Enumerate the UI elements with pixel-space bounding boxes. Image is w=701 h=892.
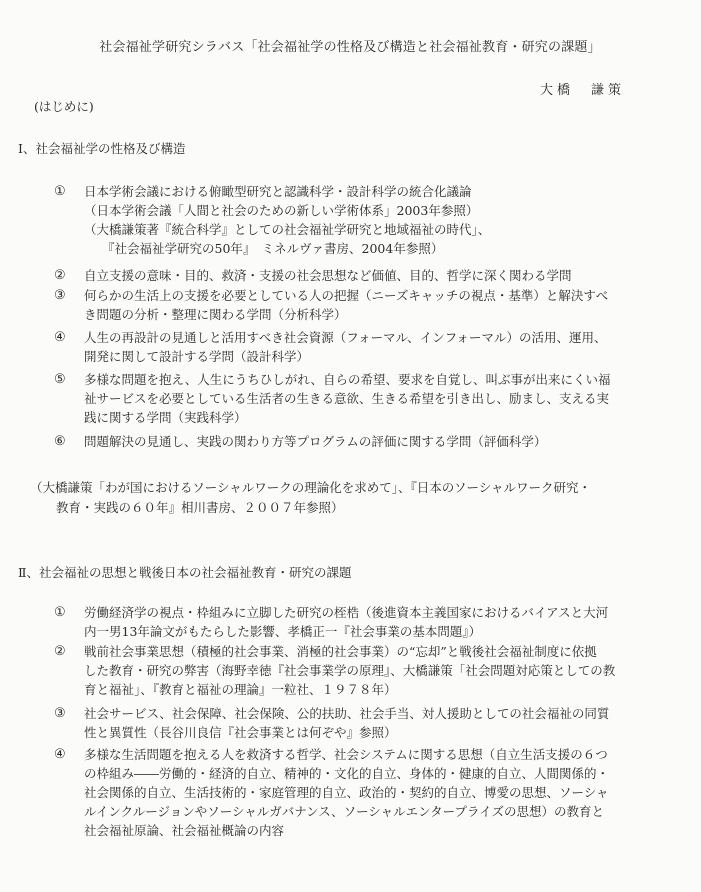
item-line: 開発に関して設計する学問（設計科学） — [84, 349, 310, 364]
item-line: 戦前社会事業思想（積極的社会事業、消極的社会事業）の“忘却”と戦後社会福祉制度に依拠 — [84, 644, 597, 659]
item-text — [84, 370, 670, 427]
item-text — [84, 642, 670, 699]
item-line: 社会関係的自立、生活技術的・家庭管理的自立、政治的・契約的自立、博愛の思想、ソーシャ — [84, 785, 609, 800]
item-line: き問題の分析・整理に関わる学問（分析科学） — [84, 307, 347, 322]
item-line: した教育・研究の弊害（海野幸徳『社会事業学の原理』、大橋謙策「社会問題対応策としての教 — [84, 663, 616, 678]
item-line: 何らかの生活上の支援を必要としている人の把握（ニーズキャッチの視点・基準）と解決すべ — [84, 288, 609, 303]
intro-heading: (はじめに) — [34, 99, 94, 114]
item-number: ③ — [54, 288, 66, 303]
item-line: （日本学術会議「人間と社会のための新しい学術体系」2003年参照） — [84, 203, 479, 218]
item-number: ③ — [54, 706, 66, 721]
item-line: 祉サービスを必要としている生活者の生きる意欲、生きる希望を引き出し、励まし、支える実 — [84, 391, 610, 406]
item-text — [84, 266, 670, 285]
item-line: 日本学術会議における俯瞰型研究と認識科学・設計科学の統合化議論 — [84, 184, 472, 199]
item-line: ルインクルージョンやソーシャルガバナンス、ソーシャルエンタープライズの思想）の教育と — [84, 804, 605, 819]
item-line: （大橋謙策著『統合科学』としての社会福祉学研究と地域福祉の時代」、 — [84, 222, 491, 237]
item-line: 性と異質性（長谷川良信『社会事業とは何ぞや』参照） — [84, 725, 397, 740]
section-1-heading: Ⅰ、社会福祉学の性格及び構造 — [18, 141, 186, 156]
item-number: ① — [54, 605, 66, 620]
item-text — [84, 603, 670, 641]
item-line: 多様な生活問題を抱える人を救済する哲学、社会システムに関する思想（自立生活支援の６つ — [84, 747, 608, 762]
item-number: ② — [54, 268, 66, 283]
item-text — [84, 704, 670, 742]
item-number: ⑥ — [54, 434, 66, 449]
item-line: 践に関する学問（実践科学） — [84, 410, 247, 425]
item-text — [84, 432, 670, 451]
item-number: ② — [54, 644, 66, 659]
reference-line: 教育・実践の６０年』相川書房、２００７年参照） — [56, 500, 344, 515]
item-text — [84, 745, 670, 840]
item-line: 多様な問題を抱え、人生にうちひしがれ、自らの希望、要求を自覚し、叫ぶ事が出来にくい福 — [84, 372, 611, 387]
item-number: ① — [54, 184, 66, 199]
item-line: 社会福祉原論、社会福祉概論の内容 — [84, 823, 285, 838]
item-line: 育と福祉」、『教育と福祉の理論』一粒社、１９７８年） — [84, 682, 397, 697]
item-text — [84, 328, 670, 366]
section-1-reference — [30, 478, 670, 518]
item-line: 『社会福祉学研究の50年』 ミネルヴァ書房、2004年参照） — [102, 241, 444, 256]
item-line: 人生の再設計の見通しと活用すべき社会資源（フォーマル、インフォーマル）の活用、運用、 — [84, 330, 607, 345]
item-number: ④ — [54, 747, 66, 762]
author-name: 大橋 謙策 — [540, 83, 626, 98]
item-line: 自立支援の意味・目的、救済・支援の社会思想など価値、目的、哲学に深く関わる学問 — [84, 268, 572, 283]
item-text — [84, 286, 670, 324]
item-text — [84, 182, 670, 258]
item-line: 内一男13年論文がもたらした影響、孝橋正一『社会事業の基本問題』） — [84, 624, 482, 639]
item-line: の枠組み――労働的・経済的自立、精神的・文化的自立、身体的・健康的自立、人間関係的・ — [84, 766, 610, 781]
item-number: ⑤ — [54, 372, 66, 387]
item-line: 労働経済学の視点・枠組みに立脚した研究の桎梏（後進資本主義国家におけるバイアスと大河 — [84, 605, 609, 620]
item-line: 社会サービス、社会保障、社会保険、公的扶助、社会手当、対人援助としての社会福祉の同質 — [84, 706, 610, 721]
reference-line: （大橋謙策「わが国におけるソーシャルワークの理論化を求めて」、『日本のソーシャルワーク研究・ — [30, 480, 592, 495]
section-2-heading: Ⅱ、社会福祉の思想と戦後日本の社会福祉教育・研究の課題 — [18, 565, 352, 580]
item-number: ④ — [54, 330, 66, 345]
item-line: 問題解決の見通し、実践の関わり方等プログラムの評価に関する学問（評価科学） — [84, 434, 547, 449]
document-title: 社会福祉学研究シラバス「社会福祉学の性格及び構造と社会福祉教育・研究の課題」 — [99, 40, 601, 55]
